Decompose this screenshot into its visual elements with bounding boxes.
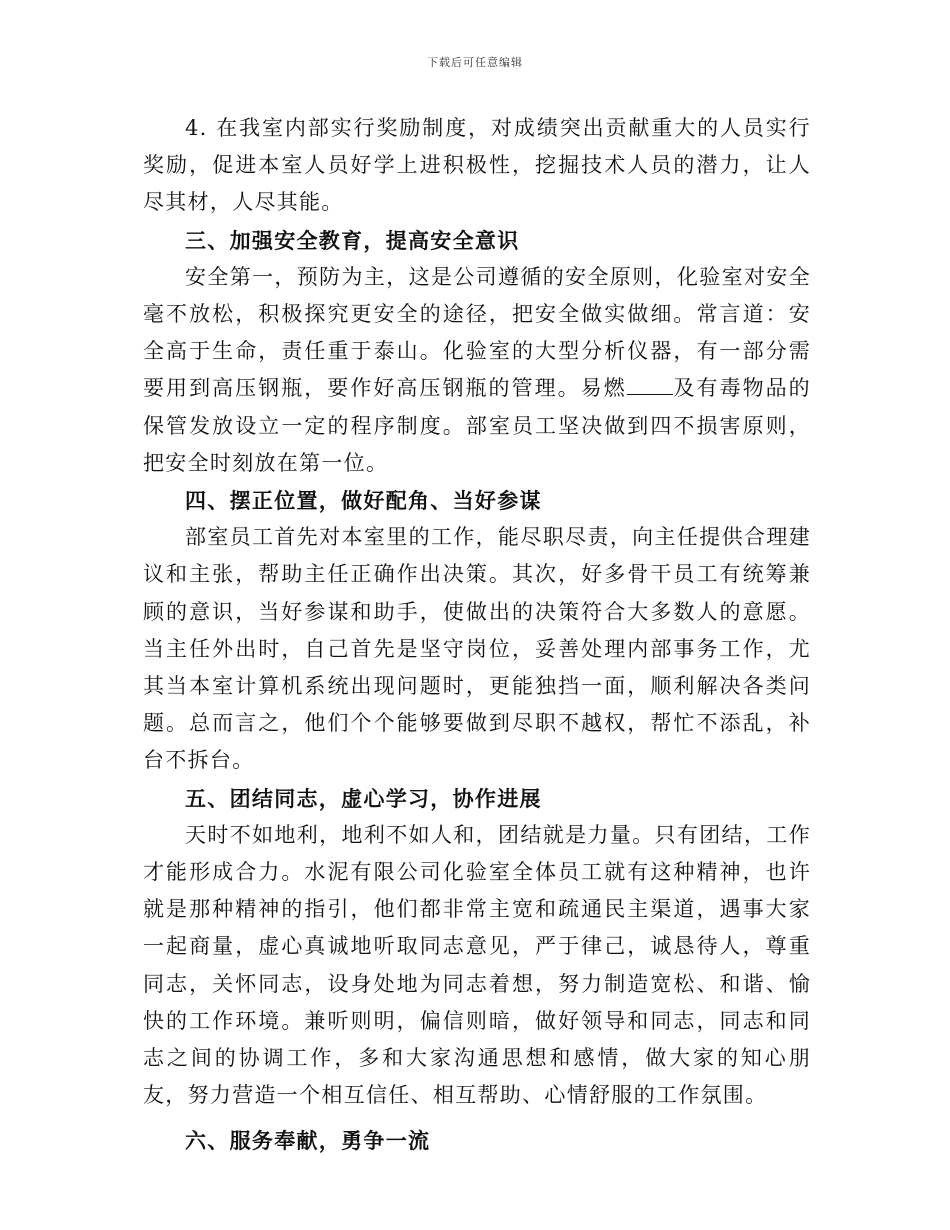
section-heading-3: 三、加强安全教育，提高安全意识: [185, 227, 520, 253]
paragraph-unity: 天时不如地利，地利不如人和，团结就是力量。只有团结，工作才能形成合力。水泥有限公司化验室全体员工就有这种精神，也许就是那种精神的指引，他们都非常主宽和疏通民主渠道，遇事大家一起商量，虚心真诚地听取同志意见，严于律己，诚恳待人，尊重同志，关怀同志，设身处地为同志着想，努力制造宽松、和谐、愉快的工作环境。兼听则明，偏信则暗，做好领导和同志，同志和同志之间的协调工作，多和大家沟通思想和感情，做大家的知心朋友，努力营造一个相互信任、相互帮助、心情舒服的工作氛围。: [143, 822, 811, 1108]
paragraph-reward-system: 4. 在我室内部实行奖励制度，对成绩突出贡献重大的人员实行奖励，促进本室人员好学上进积极性，挖掘技术人员的潜力，让人尽其材，人尽其能。: [143, 116, 811, 215]
blank-underline: [627, 376, 673, 395]
page-header-note: 下载后可任意编辑: [427, 56, 523, 69]
document-body: [143, 110, 811, 1160]
section-heading-6: 六、服务奉献，勇争一流: [185, 1128, 431, 1154]
paragraph-safety: [143, 259, 811, 482]
paragraph-position: 部室员工首先对本室里的工作，能尽职尽责，向主任提供合理建议和主张，帮助主任正确作出决策。其次，好多骨干员工有统筹兼顾的意识，当好参谋和助手，使做出的决策符合大多数人的意愿。当主任外出时，自己首先是坚守岗位，妥善处理内部事务工作，尤其当本室计算机系统出现问题时，更能独挡一面，顺利解决各类问题。总而言之，他们个个能够要做到尽职不越权，帮忙不添乱，补台不拆台。: [143, 525, 811, 773]
section-heading-4: 四、摆正位置，做好配角、当好参谋: [185, 488, 542, 514]
paragraph-safety-part-2: 及有毒物品的保管发放设立一定的程序制度。部室员工坚决做到四不损害原则，把安全时刻放在第一位。: [143, 376, 811, 475]
paragraph-safety-part-1: 安全第一，预防为主，这是公司遵循的安全原则，化验室对安全毫不放松，积极探究更安全的途径，把安全做实做细。常言道：安全高于生命，责任重于泰山。化验室的大型分析仪器，有一部分需要用到高压钢瓶，要作好高压钢瓶的管理。易燃: [143, 264, 811, 401]
section-heading-5: 五、团结同志，虚心学习，协作进展: [185, 785, 542, 811]
